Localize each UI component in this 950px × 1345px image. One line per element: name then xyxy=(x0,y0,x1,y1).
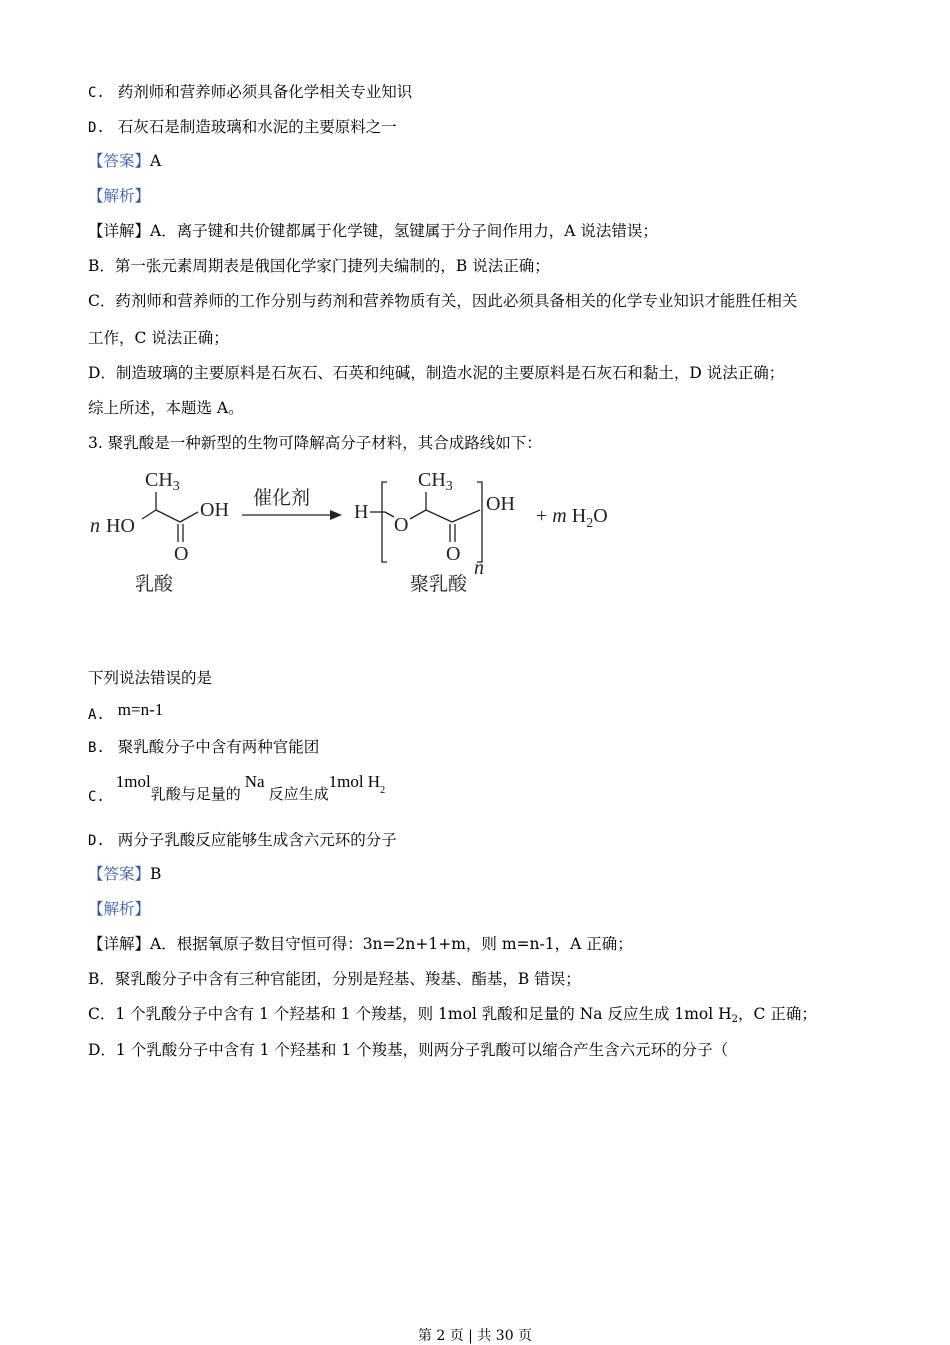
bond-line xyxy=(426,510,452,522)
left-bracket xyxy=(382,482,387,562)
option-math-h2: 1mol $H_2$ xyxy=(328,772,386,796)
option-text: 药剂师和营养师必须具备化学相关专业知识 xyxy=(117,83,413,101)
ester-o-label: O xyxy=(394,514,409,536)
q3-detail-2: B．聚乳酸分子中含有三种官能团，分别是羟基、羧基、酯基，B 错误； xyxy=(88,970,581,988)
option-math-1mol: 1mol xyxy=(115,772,151,791)
q3-option-b xyxy=(88,737,319,758)
h-end-label: H xyxy=(354,501,369,523)
hydroxyl-ho-label: HO xyxy=(106,515,135,537)
option-letter: C. xyxy=(88,85,105,101)
reaction-arrow-head xyxy=(330,510,342,520)
option-letter: D. xyxy=(88,833,105,849)
bond-line xyxy=(142,510,156,519)
bond-line xyxy=(156,510,180,522)
subscript-n: n xyxy=(474,557,484,579)
option-text: 反应生成 xyxy=(268,785,329,803)
q2-option-c xyxy=(88,82,412,103)
bond-line xyxy=(385,512,394,517)
methyl-label: $CH_3$ xyxy=(418,469,453,494)
q3-analysis-tag: 【解析】 xyxy=(88,900,151,918)
answer-value: A xyxy=(150,152,162,170)
option-math-na: Na xyxy=(244,772,265,791)
reaction-scheme xyxy=(80,462,640,602)
lactic-acid-label: 乳酸 xyxy=(135,574,174,595)
q3-detail-4: D．1 个乳酸分子中含有 1 个羟基和 1 个羧基，则两分子乳酸可以缩合产生含六元环的分子（ xyxy=(88,1041,729,1059)
catalyst-label: 催化剂 xyxy=(253,488,311,509)
q3-stem: 3. 聚乳酸是一种新型的生物可降解高分子材料，其合成路线如下： xyxy=(88,434,542,452)
water-term: + m $H_2O$ xyxy=(536,505,608,531)
q2-answer xyxy=(88,151,161,171)
bond-line xyxy=(180,512,198,522)
q3-answer xyxy=(88,864,161,884)
carbonyl-o-label: O xyxy=(174,543,189,565)
carboxyl-oh-label: OH xyxy=(200,499,229,521)
page-footer: 第 2 页 | 共 30 页 xyxy=(417,1328,533,1344)
q3-option-a xyxy=(88,700,163,721)
answer-value: B xyxy=(150,865,162,883)
option-text: 聚乳酸分子中含有两种官能团 xyxy=(117,738,320,756)
coefficient-n: n xyxy=(90,515,100,537)
polylactic-acid-label: 聚乳酸 xyxy=(410,574,468,595)
q2-option-d xyxy=(88,117,397,138)
option-text: 两分子乳酸反应能够生成含六元环的分子 xyxy=(117,831,397,849)
bond-line xyxy=(452,510,480,522)
option-text: 石灰石是制造玻璃和水泥的主要原料之一 xyxy=(117,118,397,136)
option-text: 乳酸与足量的 xyxy=(150,785,241,803)
answer-tag: 【答案】 xyxy=(88,865,151,883)
carbonyl-o-label: O xyxy=(446,543,461,565)
answer-tag: 【答案】 xyxy=(88,152,151,170)
q3-option-c xyxy=(88,772,385,806)
option-math: m=n-1 xyxy=(117,700,164,719)
methyl-label: $CH_3$ xyxy=(145,469,180,494)
q2-summary: 综上所述，本题选 A。 xyxy=(88,399,244,417)
right-bracket xyxy=(477,482,482,562)
bond-line xyxy=(410,510,426,519)
q2-detail-2: B．第一张元素周期表是俄国化学家门捷列夫编制的，B 说法正确； xyxy=(88,257,550,275)
option-letter: A. xyxy=(88,707,105,723)
q2-detail-1: 【详解】A．离子键和共价键都属于化学键，氢键属于分子间作用力，A 说法错误； xyxy=(88,222,658,240)
q3-question: 下列说法错误的是 xyxy=(88,669,213,687)
q2-detail-3b: 工作，C 说法正确； xyxy=(88,329,229,347)
q3-option-d xyxy=(88,830,397,851)
option-letter: B. xyxy=(88,740,105,756)
option-letter: C. xyxy=(88,789,105,805)
q3-detail-3: C．1 个乳酸分子中含有 1 个羟基和 1 个羧基，则 1mol 乳酸和足量的 Na 反应生成 1mol $H_2$，C 正确； xyxy=(88,1005,817,1025)
option-letter: D. xyxy=(88,120,105,136)
terminal-oh-label: OH xyxy=(486,493,515,515)
q3-detail-1: 【详解】A．根据氧原子数目守恒可得：3n=2n+1+m，则 m=n-1，A 正确； xyxy=(88,935,633,953)
q2-analysis-tag: 【解析】 xyxy=(88,187,151,205)
q2-detail-4: D．制造玻璃的主要原料是石灰石、石英和纯碱，制造水泥的主要原料是石灰石和黏土，D 说法正确； xyxy=(88,364,785,382)
q2-detail-3a: C．药剂师和营养师的工作分别与药剂和营养物质有关，因此必须具备相关的化学专业知识才能胜任相关 xyxy=(88,292,798,310)
